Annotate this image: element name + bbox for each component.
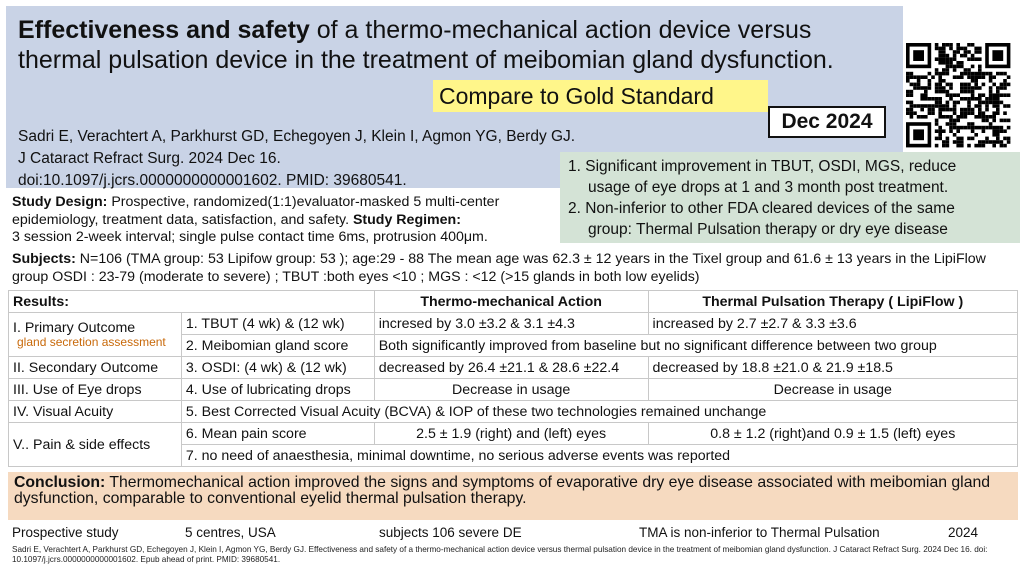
reference-citation: Sadri E, Verachtert A, Parkhurst GD, Echegoyen J, Klein I, Agmon YG, Berdy GJ. Effectiveness and safety of a thermo-mechanical action device versus thermal pulsation device in the treatment of meibomian gland dysfunction. J Cataract Refract Surg. 2024 Dec 16. doi: 10.1097/j.jcrs.0000000000001602. Epub ahead of print. PMID: 39680541. <box>12 545 988 564</box>
paper-title <box>18 15 898 75</box>
summary-subjects: subjects 106 severe DE <box>379 525 522 540</box>
combined-cell: 5. Best Corrected Visual Acuity (BCVA) & IOP of these two technologies remained unchange <box>181 401 1017 423</box>
combined-cell: Both significantly improved from baseline but no significant difference between two group <box>374 335 1017 357</box>
measure-cell: 6. Mean pain score <box>181 423 374 445</box>
subjects-info: Subjects: N=106 (TMA group: 53 Lipifow group: 53 ); age:29 - 88 The mean age was 62.3 ± 12 years in the Tixel group and 61.6 ± 13 years in the LipiFlow group OSDI : 23-79 (moderate to severe) ; TBUT :both eyes <10 ; MGS : <12 (>15 glands in both low eyelids) <box>12 251 986 285</box>
table-row <box>9 313 1018 335</box>
tma-cell: incresed by 3.0 ±3.2 & 3.1 ±4.3 <box>374 313 648 335</box>
date-badge: Dec 2024 <box>768 106 886 138</box>
category-pain: V.. Pain & side effects <box>9 423 182 467</box>
citation-block <box>18 126 575 192</box>
summary-year: 2024 <box>948 525 979 540</box>
category-secondary: II. Secondary Outcome <box>9 357 182 379</box>
lipiflow-cell: Decrease in usage <box>648 379 1017 401</box>
finding-item: 2. Non-inferior to other FDA cleared devices of the same group: Thermal Pulsation therapy or dry eye disease <box>568 200 955 238</box>
measure-cell: 4. Use of lubricating drops <box>181 379 374 401</box>
table-row <box>9 357 1018 379</box>
category-visual-acuity: IV. Visual Acuity <box>9 401 182 423</box>
gland-note: gland secretion assessment <box>17 335 166 349</box>
summary-centres: 5 centres, USA <box>185 525 276 540</box>
tma-cell: 2.5 ± 1.9 (right) and (left) eyes <box>374 423 648 445</box>
study-regimen-label: Study Regimen: <box>352 211 461 228</box>
study-design: Study Design: Prospective, randomized(1:1)evaluator-masked 5 multi-center epidemiology, treatment data, satisfaction, and safety. Study Regimen: 3 session 2-week interval; single pulse contact time 6ms, protrusion 400μm. <box>12 194 500 245</box>
key-findings-box <box>560 152 1020 243</box>
finding-item: 1. Significant improvement in TBUT, OSDI, MGS, reduce usage of eye drops at 1 and 3 month post treatment. <box>568 158 957 196</box>
measure-cell: 1. TBUT (4 wk) & (12 wk) <box>181 313 374 335</box>
category-eye-drops: III. Use of Eye drops <box>9 379 182 401</box>
conclusion-label: Conclusion: <box>14 474 106 491</box>
qr-code-icon[interactable] <box>904 42 1014 150</box>
tma-cell: decreased by 26.4 ±21.1 & 28.6 ±22.4 <box>374 357 648 379</box>
table-row <box>9 379 1018 401</box>
lipiflow-cell: 0.8 ± 1.2 (right)and 0.9 ± 1.5 (left) eyes <box>648 423 1017 445</box>
gold-standard-highlight: Compare to Gold Standard <box>433 80 768 112</box>
combined-cell: 7. no need of anaesthesia, minimal downtime, no serious adverse events was reported <box>181 445 1017 467</box>
doi-line: doi:10.1097/j.jcrs.0000000000001602. PMID: 39680541. <box>18 172 407 189</box>
title-bold: Effectiveness and safety <box>18 16 310 44</box>
column-header-tma: Thermo-mechanical Action <box>374 291 648 313</box>
study-design-label: Study Design: <box>12 194 108 210</box>
results-table <box>8 290 1018 467</box>
conclusion-box: Conclusion: Thermomechanical action improved the signs and symptoms of evaporative dry eye disease associated with meibomian gland dysfunction, comparable to conventional eyelid thermal pulsation therapy. <box>8 472 1018 520</box>
results-header: Results: <box>9 291 375 313</box>
lipiflow-cell: increased by 2.7 ±2.7 & 3.3 ±3.6 <box>648 313 1017 335</box>
summary-row <box>12 524 1016 542</box>
tma-cell: Decrease in usage <box>374 379 648 401</box>
lipiflow-cell: decreased by 18.8 ±21.0 & 21.9 ±18.5 <box>648 357 1017 379</box>
table-row <box>9 401 1018 423</box>
table-row <box>9 291 1018 313</box>
summary-result: TMA is non-inferior to Thermal Pulsation <box>639 525 880 540</box>
measure-cell: 2. Meibomian gland score <box>181 335 374 357</box>
summary-study: Prospective study <box>12 525 119 540</box>
measure-cell: 3. OSDI: (4 wk) & (12 wk) <box>181 357 374 379</box>
column-header-lipiflow: Thermal Pulsation Therapy ( LipiFlow ) <box>648 291 1017 313</box>
subjects-label: Subjects: <box>12 251 76 267</box>
title-rest: of a thermo-mechanical action device versus thermal pulsation device in the treatment of meibomian gland dysfunction. <box>18 16 834 74</box>
category-primary: I. Primary Outcome gland secretion assessment <box>9 313 182 357</box>
journal-line: J Cataract Refract Surg. 2024 Dec 16. <box>18 150 281 167</box>
table-row <box>9 423 1018 445</box>
authors-line: Sadri E, Verachtert A, Parkhurst GD, Echegoyen J, Klein I, Agmon YG, Berdy GJ. <box>18 128 576 145</box>
